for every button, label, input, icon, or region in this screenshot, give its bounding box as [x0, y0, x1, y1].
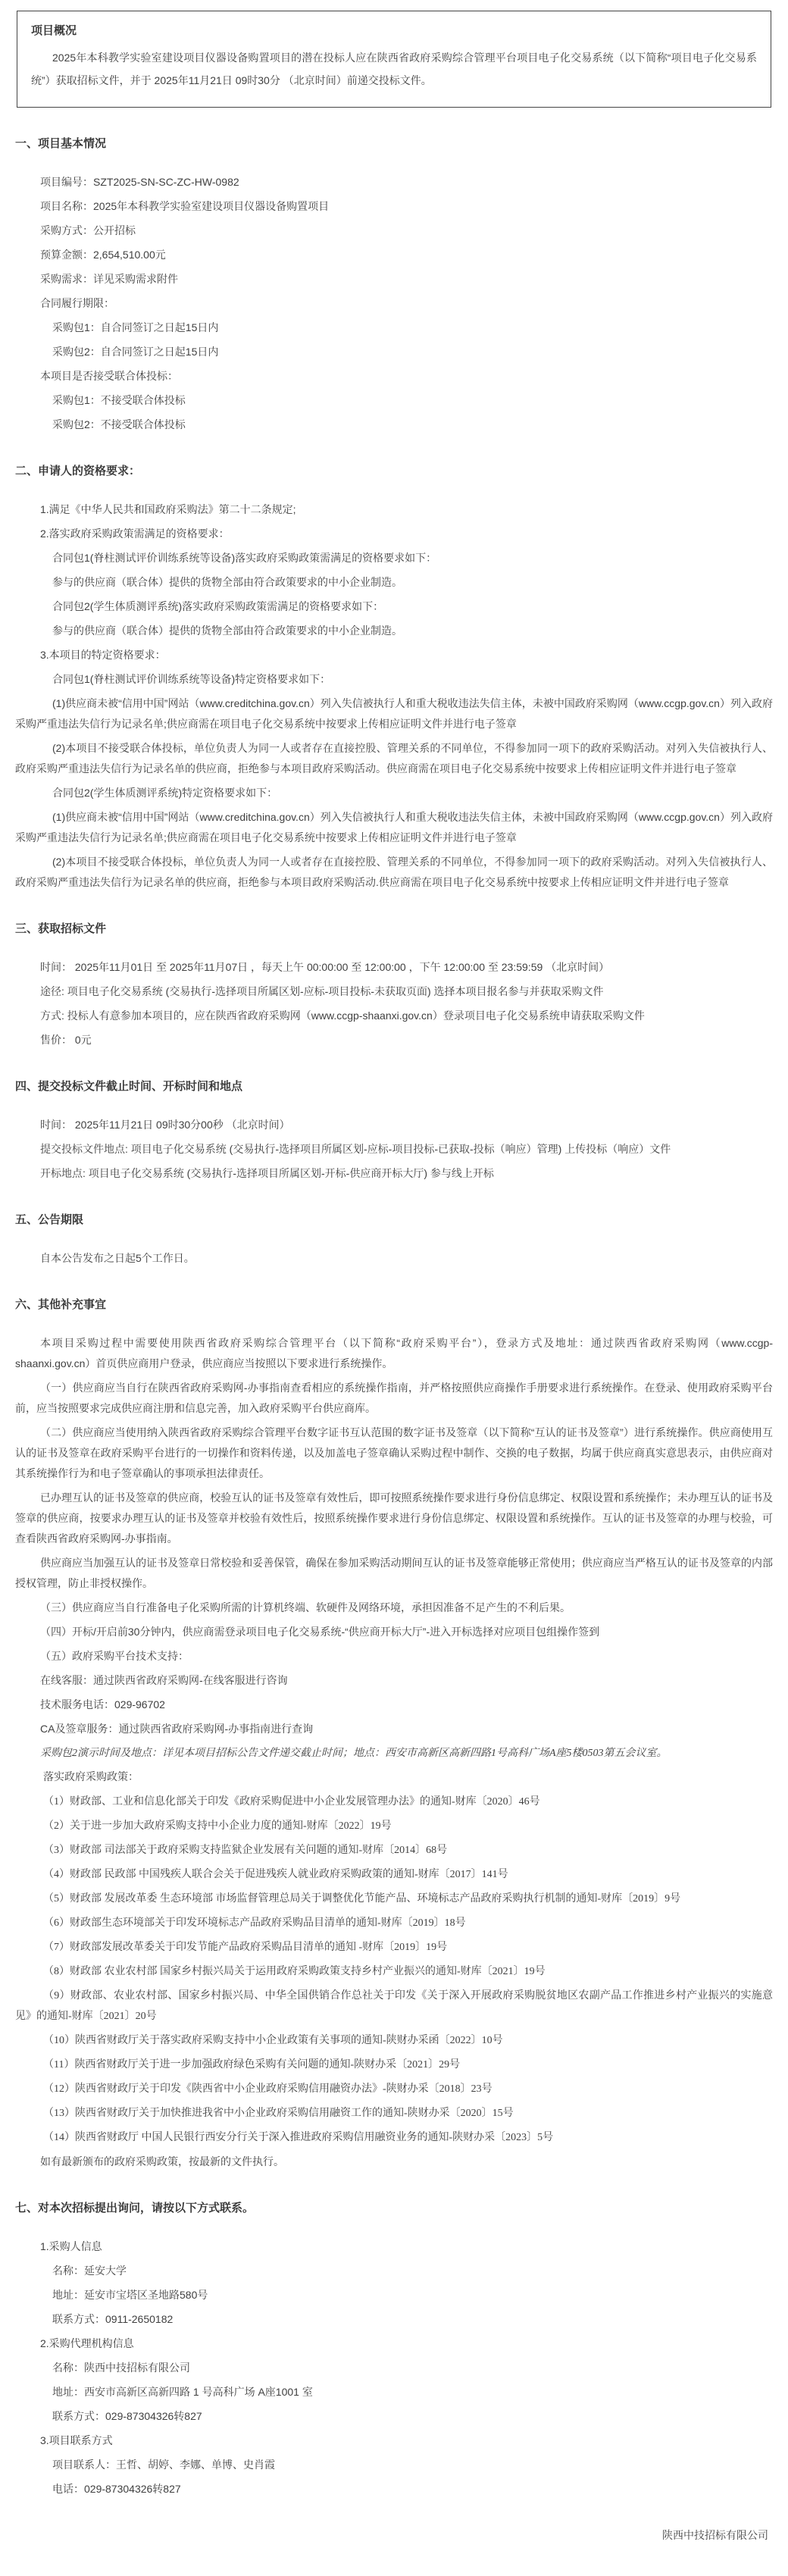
doc-line: 技术服务电话：029-96702 [40, 1698, 165, 1711]
doc-line: （一）供应商应当自行在陕西省政府采购网-办事指南查看相应的系统操作指南，并严格按照供应商操作手册要求进行系统操作。在登录、使用政府采购平台前，应当按照要求完成供应商注册和信息完善，加入政府采购平台供应商库。 [15, 1382, 773, 1414]
doc-line: 采购方式：公开招标 [40, 224, 136, 236]
doc-line: （2）关于进一步加大政府采购支持中小企业力度的通知-财库〔2022〕19号 [43, 1820, 392, 1832]
doc-line: （3）财政部 司法部关于政府采购支持监狱企业发展有关问题的通知-财库〔2014〕68号 [43, 1845, 448, 1856]
doc-line: 3.本项目的特定资格要求： [40, 649, 166, 661]
doc-line: 开标地点: 项目电子化交易系统 (交易执行-选择项目所属区划-开标-供应商开标大厅) 参与线上开标 [40, 1167, 494, 1179]
doc-line: 方式: 投标人有意参加本项目的，应在陕西省政府采购网（www.ccgp-shaanxi.gov.cn）登录项目电子化交易系统申请获取采购文件 [40, 1009, 645, 1022]
doc-line: 合同包1(脊柱测试评价训练系统等设备)落实政府采购政策需满足的资格要求如下： [52, 552, 437, 564]
doc-line: 1.采购人信息 [40, 2240, 102, 2252]
doc-line: （二）供应商应当使用纳入陕西省政府采购综合管理平台数字证书互认范围的数字证书及签章（以下简称“互认的证书及签章”）进行系统操作。供应商使用互认的证书及签章在政府采购平台进行的一切操作和资料传递，以及加盖电子签章确认采购过程中制作、交换的电子数据，均属于供应商真实意思表示，由供应商对其系统操作行为和电子签章确认的事项承担法律责任。 [15, 1426, 773, 1479]
doc-line: 名称：陕西中技招标有限公司 [52, 2362, 190, 2374]
doc-line: （12）陕西省财政厅关于印发《陕西省中小企业政府采购信用融资办法》-陕财办采〔2018〕23号 [43, 2083, 492, 2095]
doc-line: 合同包1(脊柱测试评价训练系统等设备)特定资格要求如下： [52, 673, 331, 685]
doc-line: 地址：西安市高新区高新四路 1 号高科广场 A座1001 室 [52, 2386, 313, 2398]
doc-line: 合同包2(学生体质测评系统)落实政府采购政策需满足的资格要求如下： [52, 600, 384, 612]
doc-line: （9）财政部、农业农村部、国家乡村振兴局、中华全国供销合作总社关于印发《关于深入开展政府采购脱贫地区农副产品工作推进乡村产业振兴的实施意见》的通知-财库〔2021〕20号 [15, 1990, 773, 2022]
section-heading: 二、申请人的资格要求： [15, 465, 141, 477]
announcement-page [15, 0, 773, 2576]
doc-line: (2)本项目不接受联合体投标，单位负责人为同一人或者存在直接控股、管理关系的不同单位，不得参加同一项下的政府采购活动。对列入失信被执行人、政府采购严重违法失信行为记录名单的供应商，拒绝参与本项目政府采购活动.供应商需在项目电子化交易系统中按要求上传相应证明文件并进行电子签章 [15, 856, 773, 888]
doc-line: 1.满足《中华人民共和国政府采购法》第二十二条规定; [40, 503, 296, 515]
doc-line: 采购包2演示时间及地点：详见本项目招标公告文件递交截止时间；地点：西安市高新区高新四路1号高科广场A座5楼0503第五会议室。 [40, 1748, 668, 1759]
doc-line: 参与的供应商（联合体）提供的货物全部由符合政策要求的中小企业制造。 [52, 576, 402, 588]
doc-line: （1）财政部、工业和信息化部关于印发《政府采购促进中小企业发展管理办法》的通知-财库〔2020〕46号 [43, 1796, 540, 1808]
project-overview-box [17, 11, 771, 108]
doc-line: (2)本项目不接受联合体投标，单位负责人为同一人或者存在直接控股、管理关系的不同单位，不得参加同一项下的政府采购活动。对列入失信被执行人、政府采购严重违法失信行为记录名单的供应商，拒绝参与本项目政府采购活动。供应商需在项目电子化交易系统中按要求上传相应证明文件并进行电子签章 [15, 742, 773, 775]
doc-line: 采购包1：自合同签订之日起15日内 [52, 321, 219, 333]
doc-line: CA及签章服务：通过陕西省政府采购网-办事指南进行查询 [40, 1723, 314, 1735]
doc-line: 时间： 2025年11月01日 至 2025年11月07日 ，每天上午 00:00:00 至 12:00:00 ，下午 12:00:00 至 23:59:59 （北京时间） [40, 961, 610, 973]
doc-line: 已办理互认的证书及签章的供应商，校验互认的证书及签章有效性后，即可按照系统操作要求进行身份信息绑定、权限设置和系统操作；未办理互认的证书及签章的供应商，按要求办理互认的证书及签章并校验有效性后，按照系统操作要求进行身份信息绑定、权限设置和系统操作。互认的证书及签章的办理与校验，可查看陕西省政府采购网-办事指南。 [15, 1491, 773, 1545]
doc-line: 2.落实政府采购政策需满足的资格要求： [40, 527, 230, 540]
doc-line: (1)供应商未被“信用中国”网站（www.creditchina.gov.cn）列入失信被执行人和重大税收违法失信主体，未被中国政府采购网（www.ccgp.gov.cn）列入政府采购严重违法失信行为记录名单;供应商需在项目电子化交易系统中按要求上传相应证明文件并进行电子签章 [15, 811, 773, 844]
doc-line: 2.采购代理机构信息 [40, 2337, 134, 2349]
doc-line: （14）陕西省财政厅 中国人民银行西安分行关于深入推进政府采购信用融资业务的通知-陕财办采〔2023〕5号 [43, 2132, 554, 2143]
doc-line: 合同履行期限： [40, 297, 114, 309]
doc-line: 联系方式：029-87304326转827 [52, 2410, 202, 2422]
overview-title: 项目概况 [31, 24, 77, 37]
agency-signature: 陕西中技招标有限公司 [662, 2529, 768, 2541]
doc-line: 途径: 项目电子化交易系统 (交易执行-选择项目所属区划-应标-项目投标-未获取页面) 选择本项目报名参与并获取采购文件 [40, 985, 604, 997]
doc-line: 项目名称：2025年本科教学实验室建设项目仪器设备购置项目 [40, 200, 330, 212]
doc-line: 地址：延安市宝塔区圣地路580号 [52, 2289, 208, 2301]
doc-line: 采购包2：自合同签订之日起15日内 [52, 346, 219, 358]
doc-line: 项目编号：SZT2025-SN-SC-ZC-HW-0982 [40, 176, 239, 188]
doc-line: 预算金额：2,654,510.00元 [40, 249, 166, 261]
section-heading: 六、其他补充事宜 [15, 1298, 107, 1311]
section-heading: 三、获取招标文件 [15, 922, 107, 935]
doc-line: 本项目采购过程中需要使用陕西省政府采购综合管理平台（以下简称“政府采购平台”），登录方式及地址：通过陕西省政府采购网（www.ccgp-shaanxi.gov.cn）首页供应商用户登录，供应商应当按照以下要求进行系统操作。 [15, 1337, 773, 1369]
doc-line: 在线客服：通过陕西省政府采购网-在线客服进行咨询 [40, 1674, 288, 1686]
doc-line: 如有最新颁布的政府采购政策，按最新的文件执行。 [40, 2155, 284, 2168]
doc-line: 供应商应当加强互认的证书及签章日常校验和妥善保管，确保在参加采购活动期间互认的证书及签章能够正常使用；供应商应当严格互认的证书及签章的内部授权管理，防止非授权操作。 [15, 1557, 773, 1589]
doc-line: （4）财政部 民政部 中国残疾人联合会关于促进残疾人就业政府采购政策的通知-财库〔2017〕141号 [43, 1869, 508, 1880]
section-heading: 五、公告期限 [15, 1213, 84, 1226]
doc-line: 3.项目联系方式 [40, 2434, 113, 2446]
doc-line: （四）开标/开启前30分钟内，供应商需登录项目电子化交易系统-“供应商开标大厅”-进入开标选择对应项目包组操作签到 [40, 1626, 600, 1638]
overview-paragraph: 2025年本科教学实验室建设项目仪器设备购置项目的潜在投标人应在陕西省政府采购综合管理平台项目电子化交易系统（以下简称“项目电子化交易系统”）获取招标文件，并于 2025年11月21日 09时30分 （北京时间）前递交投标文件。 [31, 52, 757, 86]
doc-line: 采购包1：不接受联合体投标 [52, 394, 186, 406]
doc-line: 提交投标文件地点: 项目电子化交易系统 (交易执行-选择项目所属区划-应标-项目投标-已获取-投标（响应）管理) 上传投标（响应）文件 [40, 1143, 671, 1155]
doc-line: （6）财政部生态环境部关于印发环境标志产品政府采购品目清单的通知-财库〔2019〕18号 [43, 1917, 466, 1929]
doc-line: 售价： 0元 [40, 1034, 92, 1046]
doc-line: （10）陕西省财政厅关于落实政府采购支持中小企业政策有关事项的通知-陕财办采函〔2022〕10号 [43, 2035, 503, 2046]
doc-line: 合同包2(学生体质测评系统)特定资格要求如下： [52, 787, 278, 799]
doc-line: （11）陕西省财政厅关于进一步加强政府绿色采购有关问题的通知-陕财办采〔2021〕29号 [43, 2059, 461, 2071]
document-body [15, 133, 773, 2499]
doc-line: 名称：延安大学 [52, 2265, 127, 2277]
doc-line: 自本公告发布之日起5个工作日。 [40, 1252, 195, 1264]
doc-line: （8）财政部 农业农村部 国家乡村振兴局关于运用政府采购政策支持乡村产业振兴的通知-财库〔2021〕19号 [43, 1966, 546, 1977]
doc-line: （5）财政部 发展改革委 生态环境部 市场监督管理总局关于调整优化节能产品、环境标志产品政府采购执行机制的通知-财库〔2019〕9号 [43, 1893, 681, 1905]
section-heading: 四、提交投标文件截止时间、开标时间和地点 [15, 1080, 243, 1093]
doc-line: 采购包2：不接受联合体投标 [52, 418, 186, 430]
doc-line: （7）财政部发展改革委关于印发节能产品政府采购品目清单的通知 -财库〔2019〕19号 [43, 1942, 448, 1953]
doc-line: 时间： 2025年11月21日 09时30分00秒 （北京时间） [40, 1119, 290, 1131]
doc-line: 电话：029-87304326转827 [52, 2483, 181, 2495]
doc-line: 联系方式：0911-2650182 [52, 2313, 174, 2325]
doc-line: （三）供应商应当自行准备电子化采购所需的计算机终端、软硬件及网络环境，承担因准备不足产生的不利后果。 [40, 1601, 571, 1614]
doc-line: 本项目是否接受联合体投标： [40, 370, 178, 382]
doc-line: (1)供应商未被“信用中国”网站（www.creditchina.gov.cn）列入失信被执行人和重大税收违法失信主体，未被中国政府采购网（www.ccgp.gov.cn）列入政府采购严重违法失信行为记录名单;供应商需在项目电子化交易系统中按要求上传相应证明文件并进行电子签章 [15, 697, 773, 730]
doc-line: （五）政府采购平台技术支持： [40, 1650, 189, 1662]
section-heading: 一、项目基本情况 [15, 137, 107, 150]
doc-line: 采购需求：详见采购需求附件 [40, 273, 178, 285]
doc-line: 落实政府采购政策： [43, 1772, 139, 1783]
doc-line: （13）陕西省财政厅关于加快推进我省中小企业政府采购信用融资工作的通知-陕财办采〔2020〕15号 [43, 2108, 514, 2119]
doc-line: 参与的供应商（联合体）提供的货物全部由符合政策要求的中小企业制造。 [52, 624, 402, 637]
doc-line: 项目联系人：王哲、胡婷、李娜、单博、史肖霞 [52, 2459, 275, 2471]
section-heading: 七、对本次招标提出询问，请按以下方式联系。 [15, 2202, 255, 2214]
